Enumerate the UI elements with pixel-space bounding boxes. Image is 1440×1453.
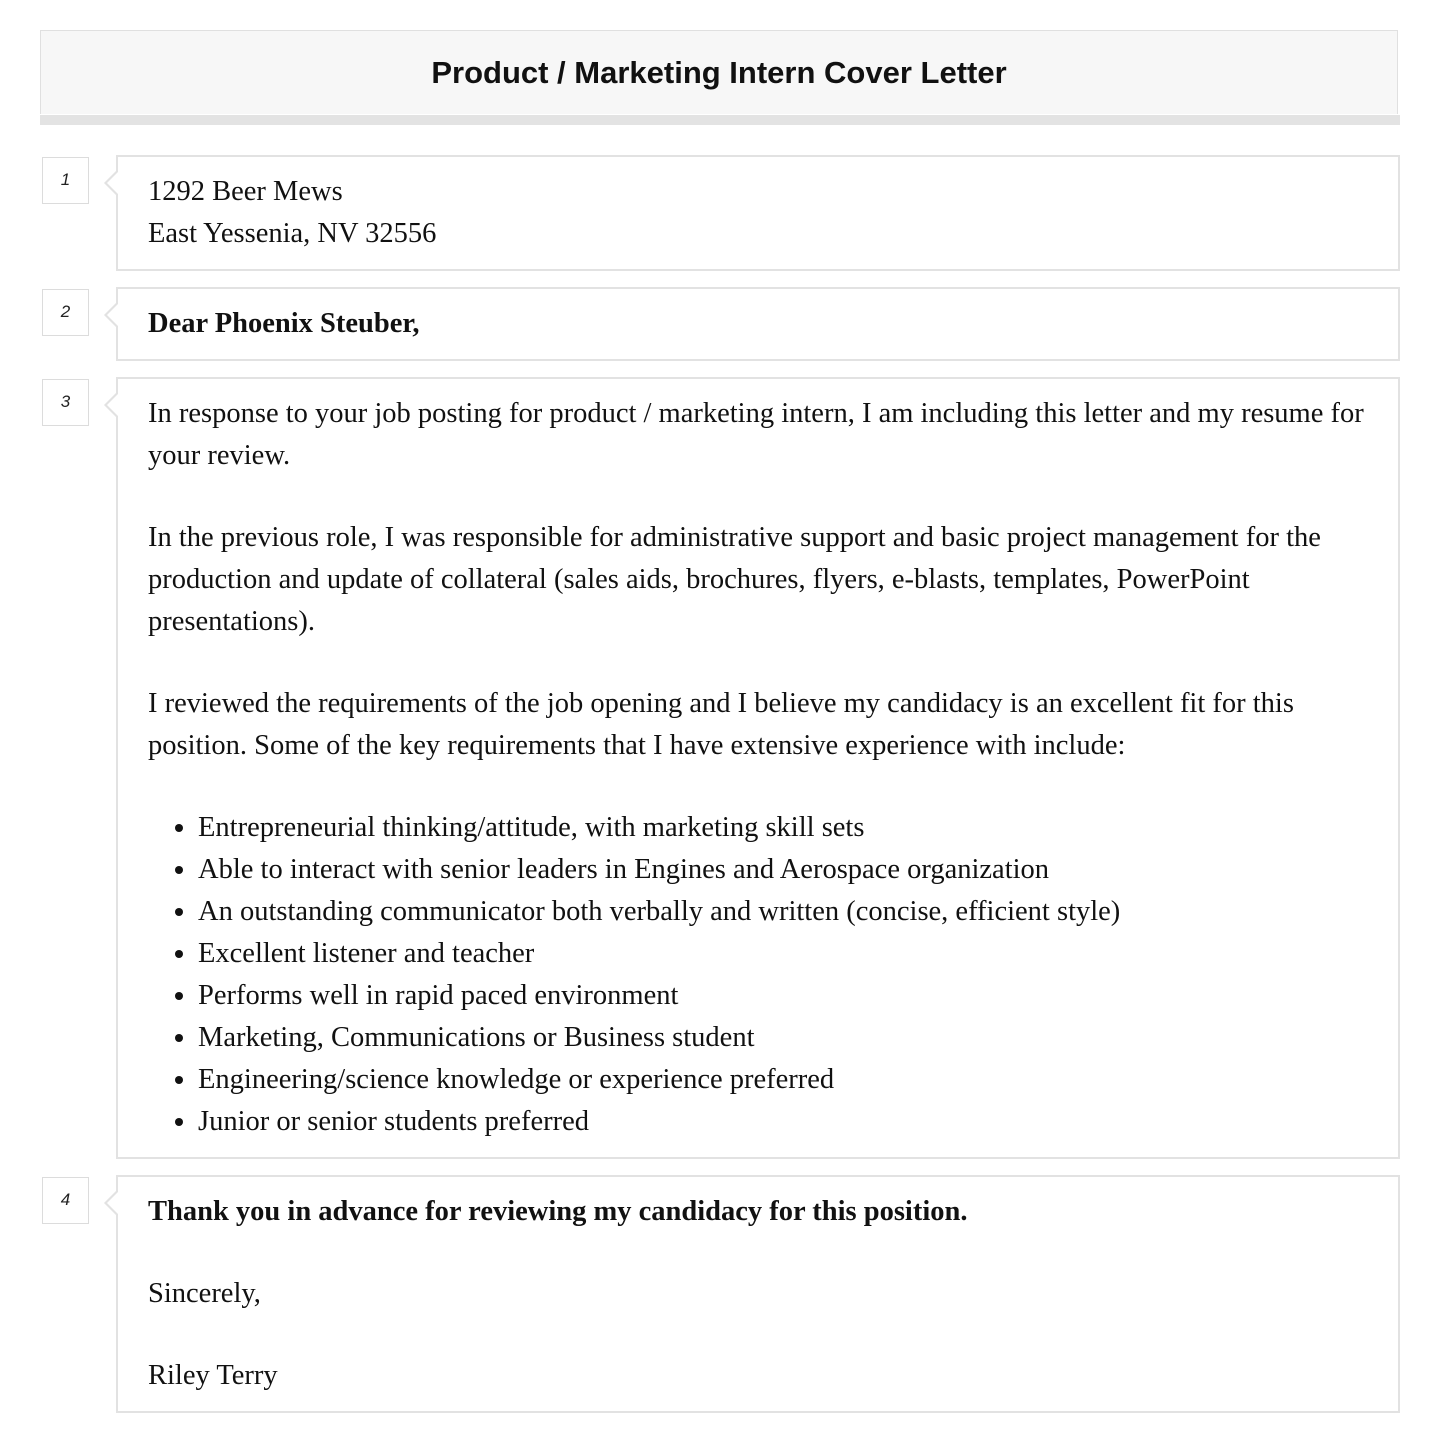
signature: Riley Terry	[148, 1360, 278, 1391]
list-item: • Engineering/science knowledge or experience preferred	[198, 1059, 1368, 1101]
section-number: 4	[42, 1177, 89, 1224]
body-paragraph-1: In response to your job posting for product / marketing intern, I am including this letter and my resume for your review.	[148, 398, 1364, 471]
thanks-line: Thank you in advance for reviewing my candidacy for this position.	[148, 1196, 968, 1227]
address-line-1: 1292 Beer Mews	[148, 176, 343, 207]
requirements-list	[148, 807, 1368, 1143]
list-item: • Junior or senior students preferred	[198, 1101, 1368, 1143]
section-number: 3	[42, 379, 89, 426]
section-number: 2	[42, 289, 89, 336]
header-divider	[40, 115, 1400, 125]
body-card	[116, 377, 1400, 1159]
greeting-card	[116, 287, 1400, 361]
list-item: • Able to interact with senior leaders in Engines and Aerospace organization	[198, 849, 1368, 891]
body-paragraph-2: In the previous role, I was responsible for administrative support and basic project management for the production and update of collateral (sales aids, brochures, flyers, e-blasts, templates, PowerPoint presentations).	[148, 522, 1321, 637]
closing-card	[116, 1175, 1400, 1413]
list-item: • An outstanding communicator both verbally and written (concise, efficient style)	[198, 891, 1368, 933]
page-header	[40, 30, 1398, 114]
list-item: • Excellent listener and teacher	[198, 933, 1368, 975]
list-item: • Marketing, Communications or Business student	[198, 1017, 1368, 1059]
list-item: • Entrepreneurial thinking/attitude, with marketing skill sets	[198, 807, 1368, 849]
closing-line: Sincerely,	[148, 1278, 261, 1309]
page-title: Product / Marketing Intern Cover Letter	[431, 55, 1007, 90]
address-card	[116, 155, 1400, 271]
address-line-2: East Yessenia, NV 32556	[148, 218, 437, 249]
section-number: 1	[42, 157, 89, 204]
list-item: • Performs well in rapid paced environment	[198, 975, 1368, 1017]
body-paragraph-3: I reviewed the requirements of the job opening and I believe my candidacy is an excellent fit for this position. Some of the key requirements that I have extensive experience with include:	[148, 688, 1294, 761]
greeting: Dear Phoenix Steuber,	[148, 308, 420, 339]
